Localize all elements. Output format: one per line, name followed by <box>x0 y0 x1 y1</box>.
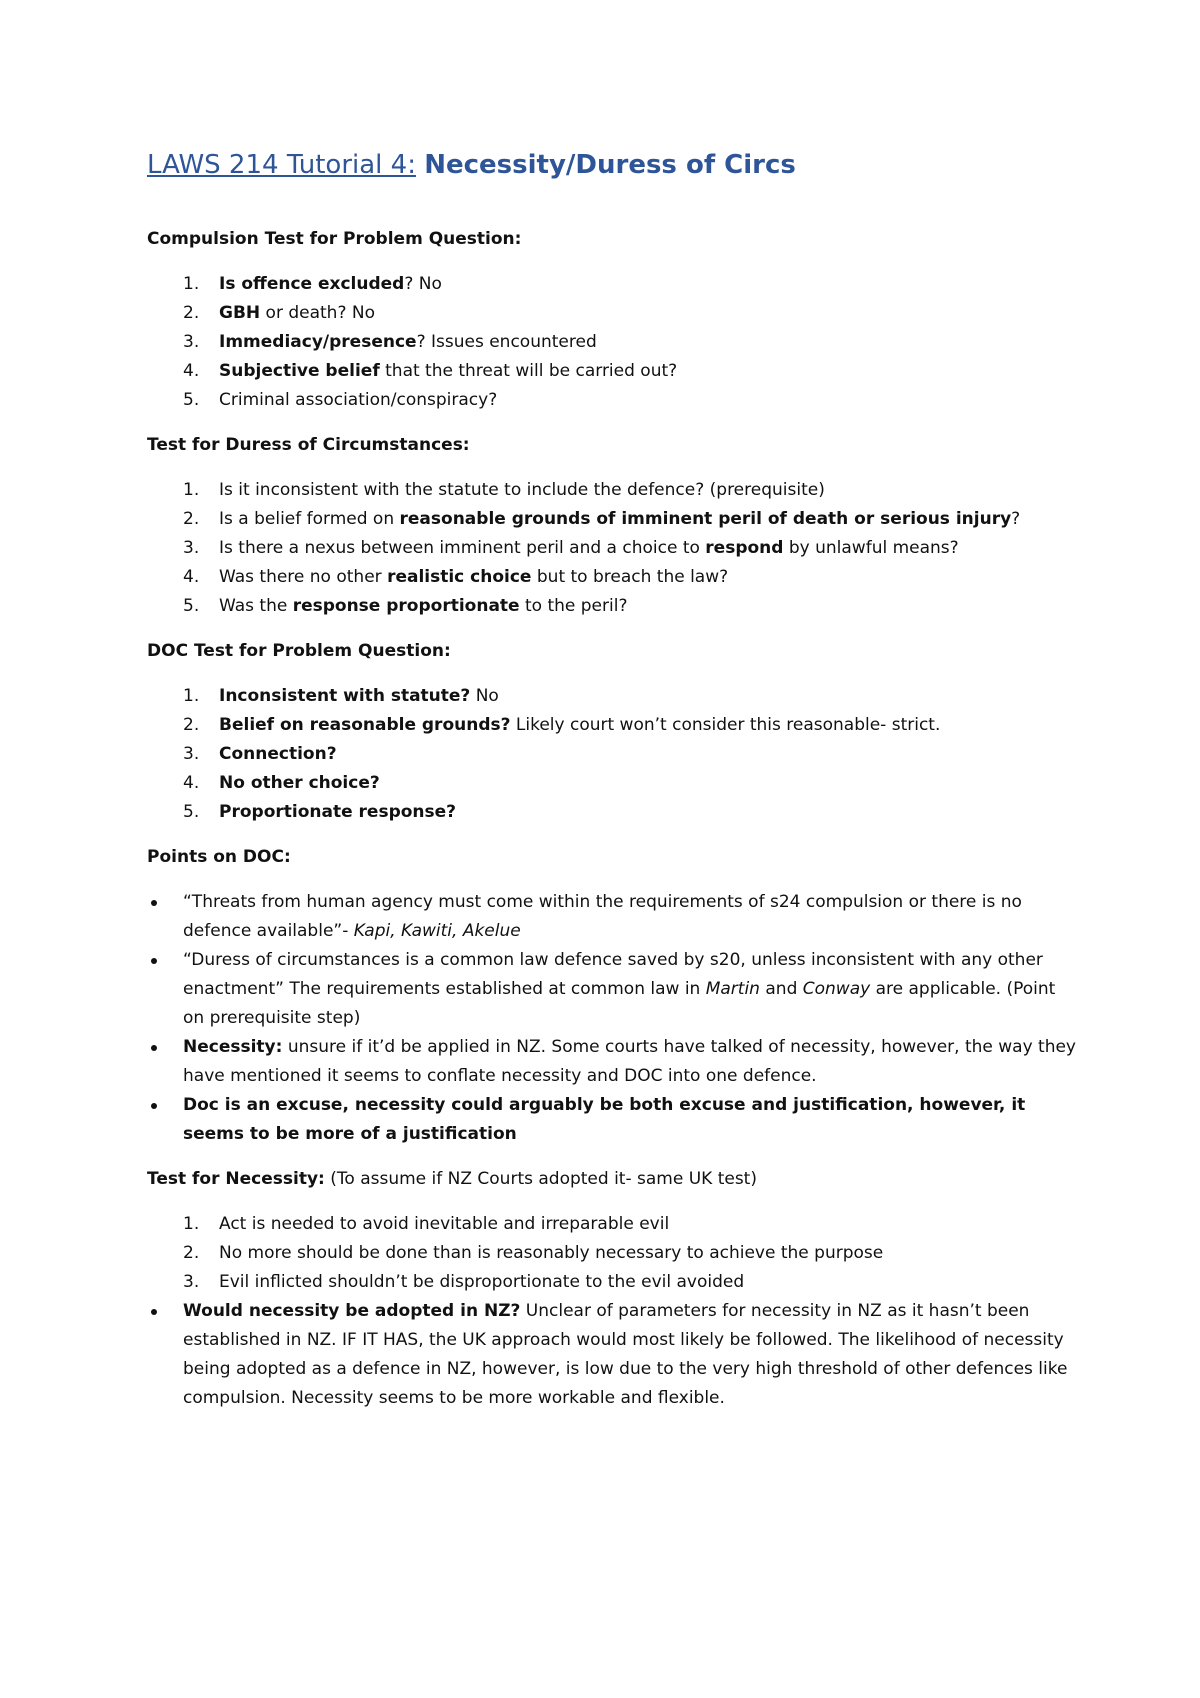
item-bold: Belief on reasonable grounds? <box>219 715 511 735</box>
necessity-heading <box>147 1165 1077 1194</box>
bullet-icon <box>151 958 157 964</box>
list-item <box>147 1239 1077 1268</box>
duress-heading: Test for Duress of Circumstances: <box>147 435 470 455</box>
bullet-icon <box>151 900 157 906</box>
list-item <box>147 299 1077 328</box>
item-text: Is there a nexus between imminent peril and a choice to <box>219 538 706 558</box>
compulsion-heading: Compulsion Test for Problem Question: <box>147 229 522 249</box>
title-prefix: LAWS 214 Tutorial 4: <box>147 150 416 180</box>
case-citation: Kapi, Kawiti, Akelue <box>353 921 521 941</box>
item-number: 2. <box>183 509 200 529</box>
list-item <box>147 1033 1077 1091</box>
item-text: but to breach the law? <box>531 567 729 587</box>
doc-test-list <box>147 682 1077 827</box>
item-number: 3. <box>183 1272 200 1292</box>
list-item <box>147 328 1077 357</box>
necessity-list <box>147 1210 1077 1297</box>
list-item <box>147 476 1077 505</box>
item-bold: No other choice? <box>219 773 380 793</box>
item-text: ? <box>1011 509 1021 529</box>
item-text: ? Issues encountered <box>416 332 597 352</box>
item-number: 1. <box>183 274 200 294</box>
item-number: 1. <box>183 480 200 500</box>
document-body <box>147 145 1077 1429</box>
item-text: No more should be done than is reasonably necessary to achieve the purpose <box>219 1243 884 1263</box>
item-number: 2. <box>183 715 200 735</box>
item-number: 4. <box>183 567 200 587</box>
item-text: Criminal association/conspiracy? <box>219 390 498 410</box>
duress-list <box>147 476 1077 621</box>
list-item <box>147 769 1077 798</box>
item-text: Was the <box>219 596 293 616</box>
item-number: 4. <box>183 361 200 381</box>
bullet-icon <box>151 1309 157 1315</box>
list-item <box>147 534 1077 563</box>
item-text: to the peril? <box>519 596 628 616</box>
list-item <box>147 563 1077 592</box>
item-bold: respond <box>705 538 784 558</box>
list-item <box>147 798 1077 827</box>
page-title <box>147 145 1077 185</box>
item-number: 5. <box>183 596 200 616</box>
item-bold: Inconsistent with statute? <box>219 686 471 706</box>
item-bold: Is offence excluded <box>219 274 405 294</box>
item-text: Is a belief formed on <box>219 509 400 529</box>
necessity-bullet-list <box>147 1297 1077 1413</box>
item-bold: realistic choice <box>387 567 532 587</box>
item-text: that the threat will be carried out? <box>379 361 678 381</box>
case-citation: Martin <box>705 979 760 999</box>
heading-text: (To assume if NZ Courts adopted it- same UK test) <box>324 1169 757 1189</box>
item-bold: reasonable grounds of imminent peril of death or serious injury <box>399 509 1012 529</box>
item-text: or death? No <box>260 303 375 323</box>
item-number: 2. <box>183 1243 200 1263</box>
item-text: No <box>470 686 499 706</box>
item-number: 3. <box>183 538 200 558</box>
item-text: Likely court won’t consider this reasonable- strict. <box>510 715 941 735</box>
item-number: 3. <box>183 332 200 352</box>
list-item <box>147 270 1077 299</box>
item-bold: , necessity could arguably be both excuse and justification, however, it seems to be more of a justification <box>183 1095 1026 1144</box>
item-number: 4. <box>183 773 200 793</box>
case-citation: Conway <box>802 979 871 999</box>
item-text: by unlawful means? <box>783 538 959 558</box>
item-bold: Subjective belief <box>219 361 380 381</box>
list-item <box>147 946 1077 1033</box>
item-text: are applicable. (Point on prerequisite step) <box>183 979 1056 1028</box>
list-item <box>147 1268 1077 1297</box>
item-text: and <box>759 979 803 999</box>
list-item <box>147 682 1077 711</box>
list-item <box>147 1297 1077 1413</box>
item-text: unsure if it’d be applied in NZ. Some courts have talked of necessity, however, the way they have mentioned it seems to conflate necessity and DOC into one defence. <box>183 1037 1076 1086</box>
list-item <box>147 592 1077 621</box>
item-bold: GBH <box>219 303 261 323</box>
bullet-icon <box>151 1103 157 1109</box>
item-text: “Duress of circumstances is a common law defence saved by s20, unless inconsistent with any other enactment” The requirements established at common law in <box>183 950 1043 999</box>
list-item <box>147 711 1077 740</box>
doc-test-heading: DOC Test for Problem Question: <box>147 641 451 661</box>
item-bold: Doc is an excuse <box>183 1095 343 1115</box>
bullet-icon <box>151 1045 157 1051</box>
item-number: 5. <box>183 390 200 410</box>
item-bold: Connection? <box>219 744 337 764</box>
item-text: Was there no other <box>219 567 388 587</box>
compulsion-list <box>147 270 1077 415</box>
list-item <box>147 505 1077 534</box>
item-text: “Threats from human agency must come within the requirements of s24 compulsion or there is no defence available”- <box>183 892 1022 941</box>
list-item <box>147 386 1077 415</box>
points-list <box>147 888 1077 1149</box>
list-item <box>147 357 1077 386</box>
item-number: 1. <box>183 686 200 706</box>
item-number: 3. <box>183 744 200 764</box>
item-number: 5. <box>183 802 200 822</box>
item-number: 1. <box>183 1214 200 1234</box>
item-bold: Immediacy/presence <box>219 332 417 352</box>
points-heading: Points on DOC: <box>147 847 291 867</box>
item-text: Act is needed to avoid inevitable and irreparable evil <box>219 1214 670 1234</box>
item-bold: response proportionate <box>292 596 520 616</box>
item-number: 2. <box>183 303 200 323</box>
item-bold: Necessity: <box>183 1037 283 1057</box>
item-text: Unclear of parameters for necessity in NZ as it hasn’t been established in NZ. IF IT HAS, the UK approach would most likely be followed. The likelihood of necessity being adopted as a defence in NZ, however, is low due to the very high threshold of other defences like compulsion. Necessity seems to be more workable and flexible. <box>183 1301 1068 1408</box>
list-item <box>147 1091 1077 1149</box>
item-bold: Proportionate response? <box>219 802 457 822</box>
title-suffix: Necessity/Duress of Circs <box>424 150 796 180</box>
item-text: ? No <box>404 274 442 294</box>
list-item <box>147 740 1077 769</box>
list-item <box>147 1210 1077 1239</box>
item-text: Evil inflicted shouldn’t be disproportionate to the evil avoided <box>219 1272 745 1292</box>
item-text: Is it inconsistent with the statute to include the defence? (prerequisite) <box>219 480 825 500</box>
heading-bold: Test for Necessity: <box>147 1169 325 1189</box>
list-item <box>147 888 1077 946</box>
item-bold: Would necessity be adopted in NZ? <box>183 1301 521 1321</box>
